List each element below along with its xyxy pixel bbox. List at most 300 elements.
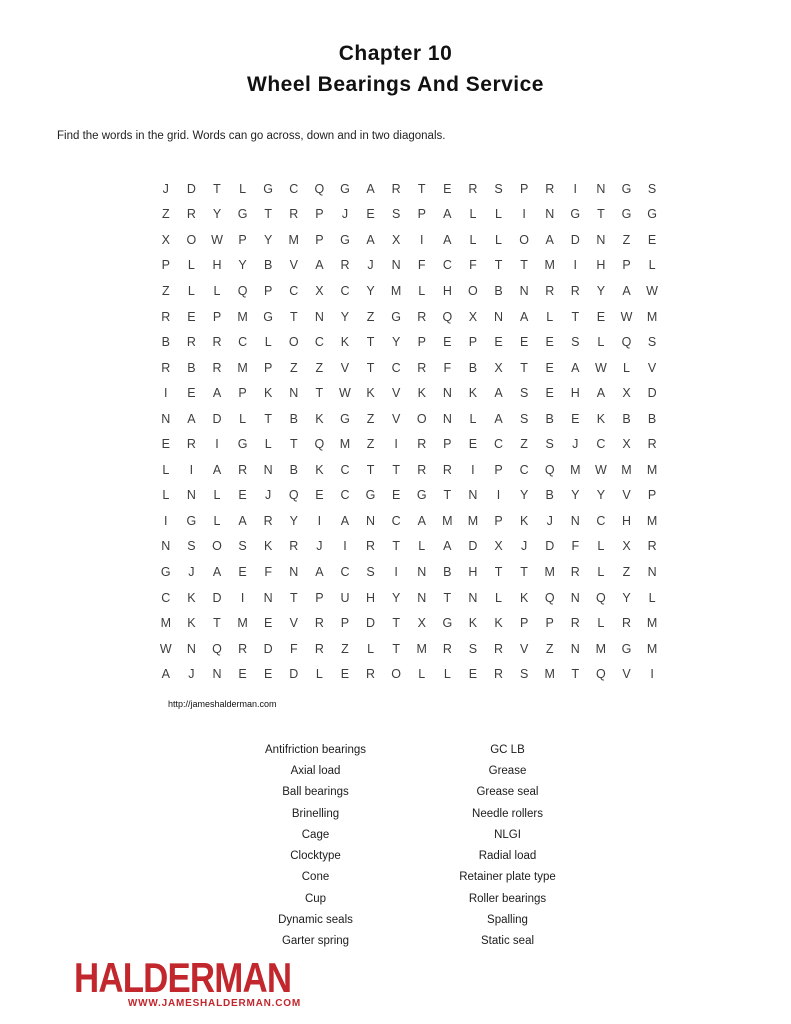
grid-letter: R — [417, 437, 427, 452]
grid-letter: M — [288, 232, 299, 247]
word-list-item: Grease seal — [476, 786, 539, 799]
grid-letter: E — [468, 667, 478, 682]
word-list-item: Garter spring — [281, 935, 350, 948]
grid-letter: N — [570, 590, 580, 605]
grid-letter: V — [391, 411, 401, 426]
grid-row — [153, 559, 665, 585]
grid-row — [153, 610, 665, 636]
grid-letter: A — [315, 258, 324, 273]
grid-letter: D — [545, 539, 555, 554]
grid-letter: R — [366, 667, 376, 682]
grid-letter: T — [520, 360, 528, 375]
grid-letter: V — [519, 641, 529, 656]
grid-letter: G — [621, 181, 632, 196]
grid-letter: G — [365, 488, 376, 503]
grid-letter: R — [647, 437, 657, 452]
grid-letter: T — [494, 258, 503, 273]
grid-letter: K — [187, 616, 196, 631]
grid-letter: P — [417, 207, 426, 222]
grid-letter: O — [391, 667, 401, 682]
grid-letter: Z — [520, 437, 528, 452]
grid-letter: K — [315, 462, 324, 477]
grid-letter: C — [340, 488, 350, 503]
grid-letter: V — [340, 360, 350, 375]
grid-letter: R — [417, 309, 427, 324]
grid-letter: R — [570, 283, 580, 298]
grid-letter: D — [263, 641, 273, 656]
logo-website: WWW.JAMESHALDERMAN.COM — [127, 998, 301, 1009]
grid-letter: C — [596, 437, 606, 452]
grid-letter: X — [417, 616, 426, 631]
grid-letter: N — [186, 641, 196, 656]
grid-letter: E — [545, 360, 554, 375]
word-list-item: NLGI — [494, 828, 521, 841]
grid-letter: N — [161, 411, 171, 426]
grid-letter: K — [468, 386, 478, 401]
grid-letter: D — [186, 181, 196, 196]
grid-letter: R — [238, 641, 248, 656]
grid-letter: S — [238, 539, 247, 554]
grid-letter: M — [570, 462, 581, 477]
grid-letter: K — [366, 386, 375, 401]
grid-letter: N — [596, 232, 606, 247]
grid-letter: P — [468, 335, 478, 350]
grid-letter: C — [161, 590, 171, 605]
grid-letter: Y — [340, 309, 350, 324]
grid-letter: G — [442, 616, 453, 631]
grid-letter: N — [366, 513, 376, 528]
grid-letter: N — [468, 488, 478, 503]
grid-letter: M — [442, 513, 453, 528]
grid-letter: R — [314, 616, 324, 631]
grid-letter: P — [212, 309, 222, 324]
grid-letter: Q — [288, 488, 299, 503]
grid-letter: Q — [544, 590, 555, 605]
grid-letter: I — [522, 207, 526, 222]
grid-letter: L — [469, 411, 477, 426]
grid-letter: N — [417, 590, 427, 605]
grid-letter: R — [468, 181, 478, 196]
grid-letter: R — [442, 641, 452, 656]
grid-letter: T — [443, 488, 452, 503]
grid-letter: N — [596, 181, 606, 196]
grid-letter: V — [622, 667, 631, 682]
grid-letter: J — [520, 539, 528, 554]
grid-letter: D — [366, 616, 376, 631]
grid-letter: M — [595, 641, 607, 656]
grid-letter: R — [212, 360, 222, 375]
grid-letter: D — [212, 411, 222, 426]
grid-letter: F — [417, 258, 426, 273]
grid-letter: L — [162, 488, 170, 503]
instructions-text: Find the words in the grid. Words can go across, down and in two diagonals. — [57, 130, 446, 142]
grid-letter: Q — [544, 462, 555, 477]
grid-letter: P — [443, 437, 452, 452]
grid-letter: K — [187, 590, 196, 605]
grid-letter: H — [621, 513, 631, 528]
grid-letter: T — [520, 258, 528, 273]
grid-letter: R — [442, 462, 452, 477]
word-search-grid — [153, 176, 665, 687]
grid-letter: W — [620, 309, 633, 324]
grid-letter: A — [161, 667, 170, 682]
grid-letter: Z — [366, 437, 375, 452]
grid-letter: A — [571, 360, 580, 375]
grid-letter: C — [314, 335, 324, 350]
word-list-item: Needle rollers — [472, 807, 543, 820]
grid-letter: M — [646, 616, 658, 631]
grid-letter: L — [623, 360, 630, 375]
grid-row — [153, 661, 665, 687]
grid-letter: E — [391, 488, 401, 503]
logo-block — [74, 954, 314, 1009]
grid-letter: N — [494, 309, 504, 324]
grid-letter: G — [237, 207, 248, 222]
grid-letter: R — [417, 360, 427, 375]
grid-letter: H — [212, 258, 222, 273]
grid-letter: A — [315, 564, 324, 579]
grid-letter: V — [647, 360, 657, 375]
grid-letter: G — [621, 207, 632, 222]
word-list-item: Axial load — [290, 764, 341, 777]
grid-letter: K — [417, 386, 426, 401]
grid-letter: K — [315, 411, 324, 426]
grid-letter: Q — [237, 283, 248, 298]
grid-row — [153, 585, 665, 611]
grid-row — [153, 176, 665, 202]
grid-letter: P — [519, 616, 529, 631]
grid-letter: E — [647, 232, 657, 247]
grid-letter: A — [212, 386, 222, 401]
grid-letter: J — [265, 488, 272, 503]
grid-row — [153, 457, 665, 483]
grid-letter: D — [468, 539, 478, 554]
grid-letter: Y — [289, 513, 298, 528]
grid-letter: T — [597, 207, 605, 222]
grid-letter: I — [496, 488, 501, 503]
grid-letter: R — [621, 616, 631, 631]
grid-letter: X — [315, 283, 324, 298]
grid-letter: P — [417, 335, 426, 350]
grid-letter: M — [544, 667, 555, 682]
word-list-item: Grease — [488, 764, 527, 777]
grid-letter: E — [443, 181, 452, 196]
grid-letter: A — [187, 411, 196, 426]
grid-letter: C — [289, 283, 299, 298]
grid-row — [153, 253, 665, 279]
grid-letter: A — [622, 283, 631, 298]
grid-letter: K — [264, 386, 273, 401]
grid-row — [153, 483, 665, 509]
word-list-item: Radial load — [478, 850, 537, 863]
grid-letter: R — [391, 181, 401, 196]
grid-letter: J — [162, 181, 169, 196]
grid-letter: S — [494, 181, 503, 196]
grid-letter: Z — [366, 411, 375, 426]
grid-letter: T — [289, 437, 298, 452]
grid-letter: P — [264, 283, 273, 298]
grid-letter: K — [340, 335, 350, 350]
grid-letter: L — [648, 590, 656, 605]
grid-letter: L — [418, 667, 426, 682]
grid-letter: C — [494, 437, 504, 452]
grid-letter: C — [519, 462, 529, 477]
grid-letter: M — [544, 564, 555, 579]
grid-letter: X — [622, 437, 631, 452]
grid-letter: L — [418, 539, 426, 554]
grid-letter: N — [263, 590, 273, 605]
grid-letter: I — [189, 462, 194, 477]
grid-letter: L — [597, 335, 605, 350]
grid-letter: A — [212, 462, 222, 477]
grid-letter: R — [366, 539, 376, 554]
grid-letter: J — [572, 437, 579, 452]
grid-letter: H — [570, 386, 580, 401]
grid-letter: U — [340, 590, 350, 605]
word-list-item: Dynamic seals — [278, 914, 353, 927]
grid-letter: G — [340, 181, 350, 196]
grid-letter: M — [237, 616, 248, 631]
grid-letter: F — [289, 641, 298, 656]
grid-letter: T — [213, 181, 221, 196]
grid-row — [153, 534, 665, 560]
grid-letter: E — [340, 667, 350, 682]
grid-letter: Z — [622, 232, 631, 247]
grid-letter: P — [340, 616, 350, 631]
grid-letter: K — [264, 539, 273, 554]
grid-letter: N — [570, 641, 580, 656]
grid-letter: G — [340, 232, 350, 247]
grid-letter: T — [366, 462, 375, 477]
grid-letter: T — [520, 564, 528, 579]
grid-letter: X — [468, 309, 478, 324]
grid-letter: N — [212, 667, 222, 682]
halderman-logo: HALDERMAN — [74, 954, 292, 1001]
grid-letter: A — [519, 309, 529, 324]
grid-letter: B — [494, 283, 503, 298]
grid-letter: S — [519, 411, 529, 426]
grid-letter: N — [263, 462, 273, 477]
grid-letter: B — [545, 488, 554, 503]
grid-letter: Z — [366, 309, 375, 324]
grid-letter: M — [416, 641, 427, 656]
grid-letter: H — [468, 564, 478, 579]
grid-letter: L — [597, 616, 605, 631]
grid-letter: A — [494, 386, 503, 401]
grid-letter: W — [594, 360, 607, 375]
grid-letter: A — [494, 411, 503, 426]
grid-letter: N — [186, 488, 196, 503]
grid-letter: Y — [571, 488, 580, 503]
grid-letter: L — [187, 258, 195, 273]
grid-letter: L — [264, 437, 272, 452]
grid-letter: P — [315, 232, 324, 247]
grid-letter: R — [212, 335, 222, 350]
grid-letter: I — [394, 437, 398, 452]
word-list-item: Cone — [301, 871, 330, 884]
grid-letter: T — [571, 667, 580, 682]
grid-letter: X — [622, 539, 631, 554]
grid-letter: G — [340, 411, 350, 426]
grid-letter: B — [622, 411, 631, 426]
word-list-left — [228, 739, 403, 952]
grid-letter: P — [519, 181, 529, 196]
grid-letter: X — [494, 539, 503, 554]
grid-letter: Q — [596, 667, 606, 682]
word-list-item: GC LB — [490, 743, 525, 756]
grid-letter: A — [596, 386, 606, 401]
grid-letter: E — [545, 386, 554, 401]
grid-letter: G — [391, 309, 401, 324]
grid-letter: I — [573, 181, 578, 196]
grid-row — [153, 380, 665, 406]
grid-letter: P — [161, 258, 170, 273]
grid-letter: G — [186, 513, 197, 528]
grid-letter: N — [289, 386, 299, 401]
grid-letter: M — [646, 462, 658, 477]
grid-letter: Y — [596, 283, 606, 298]
title-block — [0, 38, 791, 100]
grid-letter: B — [289, 462, 298, 477]
grid-letter: K — [468, 616, 478, 631]
grid-letter: E — [238, 488, 247, 503]
grid-letter: E — [264, 667, 273, 682]
grid-letter: A — [238, 513, 247, 528]
grid-letter: L — [469, 232, 477, 247]
grid-letter: M — [237, 309, 248, 324]
grid-letter: O — [288, 335, 299, 350]
grid-letter: Y — [391, 335, 401, 350]
grid-letter: E — [545, 335, 554, 350]
grid-letter: B — [545, 411, 554, 426]
grid-letter: R — [494, 641, 504, 656]
grid-letter: A — [443, 232, 452, 247]
grid-letter: Y — [212, 207, 222, 222]
grid-letter: W — [339, 386, 351, 401]
grid-letter: Z — [289, 360, 298, 375]
grid-letter: C — [238, 335, 248, 350]
grid-letter: K — [494, 616, 503, 631]
grid-letter: V — [289, 258, 298, 273]
grid-letter: S — [391, 207, 401, 222]
grid-letter: L — [239, 411, 247, 426]
grid-letter: I — [240, 590, 245, 605]
word-list-item: Antifriction bearings — [265, 743, 366, 756]
grid-letter: J — [341, 207, 349, 222]
grid-letter: P — [647, 488, 657, 503]
grid-letter: T — [494, 564, 503, 579]
grid-letter: O — [416, 411, 427, 426]
grid-letter: E — [238, 667, 247, 682]
grid-letter: L — [418, 283, 426, 298]
grid-letter: H — [366, 590, 376, 605]
grid-letter: C — [596, 513, 606, 528]
grid-letter: Z — [341, 641, 349, 656]
grid-letter: P — [545, 616, 554, 631]
grid-letter: G — [263, 181, 274, 196]
grid-letter: C — [391, 360, 401, 375]
grid-letter: M — [544, 258, 555, 273]
grid-letter: G — [160, 564, 171, 579]
word-list-item: Ball bearings — [282, 786, 349, 799]
grid-letter: M — [339, 437, 351, 452]
grid-letter: X — [494, 360, 503, 375]
grid-letter: S — [366, 564, 375, 579]
grid-letter: N — [391, 258, 401, 273]
grid-row — [153, 227, 665, 253]
word-list-item: Static seal — [480, 935, 535, 948]
grid-letter: W — [646, 283, 658, 298]
grid-letter: Q — [596, 590, 606, 605]
grid-letter: A — [443, 539, 452, 554]
grid-letter: Q — [212, 641, 222, 656]
grid-letter: T — [264, 411, 272, 426]
grid-letter: T — [417, 181, 426, 196]
word-list-item: Clocktype — [290, 850, 341, 863]
grid-letter: L — [597, 539, 605, 554]
grid-letter: S — [647, 335, 657, 350]
word-list-right — [420, 739, 595, 952]
grid-letter: H — [442, 283, 452, 298]
grid-letter: L — [315, 667, 323, 682]
grid-letter: E — [519, 335, 529, 350]
grid-letter: R — [494, 667, 504, 682]
grid-letter: N — [545, 207, 555, 222]
grid-letter: E — [468, 437, 478, 452]
grid-letter: P — [494, 513, 503, 528]
word-list-item: Retainer plate type — [459, 871, 556, 884]
grid-letter: A — [417, 513, 426, 528]
grid-letter: R — [186, 207, 196, 222]
grid-letter: J — [188, 667, 195, 682]
grid-letter: O — [468, 283, 478, 298]
grid-letter: A — [340, 513, 350, 528]
grid-letter: S — [187, 539, 196, 554]
grid-letter: S — [468, 641, 478, 656]
grid-letter: A — [212, 564, 222, 579]
grid-letter: Q — [314, 437, 325, 452]
grid-letter: T — [289, 590, 298, 605]
grid-letter: Y — [366, 283, 375, 298]
grid-letter: O — [519, 232, 529, 247]
grid-row — [153, 278, 665, 304]
grid-letter: L — [495, 207, 502, 222]
grid-letter: G — [570, 207, 581, 222]
grid-letter: E — [366, 207, 375, 222]
grid-letter: F — [264, 564, 272, 579]
grid-letter: N — [519, 283, 529, 298]
grid-letter: M — [467, 513, 479, 528]
grid-letter: M — [646, 641, 658, 656]
grid-letter: T — [571, 309, 580, 324]
grid-letter: X — [622, 386, 631, 401]
grid-letter: R — [161, 309, 171, 324]
grid-letter: K — [596, 411, 606, 426]
grid-row — [153, 304, 665, 330]
grid-letter: T — [392, 462, 400, 477]
grid-letter: C — [391, 513, 401, 528]
grid-row — [153, 508, 665, 534]
grid-letter: I — [343, 539, 347, 554]
grid-letter: W — [594, 462, 607, 477]
grid-letter: Z — [161, 207, 170, 222]
grid-letter: M — [646, 309, 658, 324]
grid-letter: Y — [596, 488, 606, 503]
grid-letter: M — [237, 360, 248, 375]
grid-letter: A — [545, 232, 554, 247]
grid-letter: D — [647, 386, 657, 401]
grid-letter: C — [289, 181, 299, 196]
